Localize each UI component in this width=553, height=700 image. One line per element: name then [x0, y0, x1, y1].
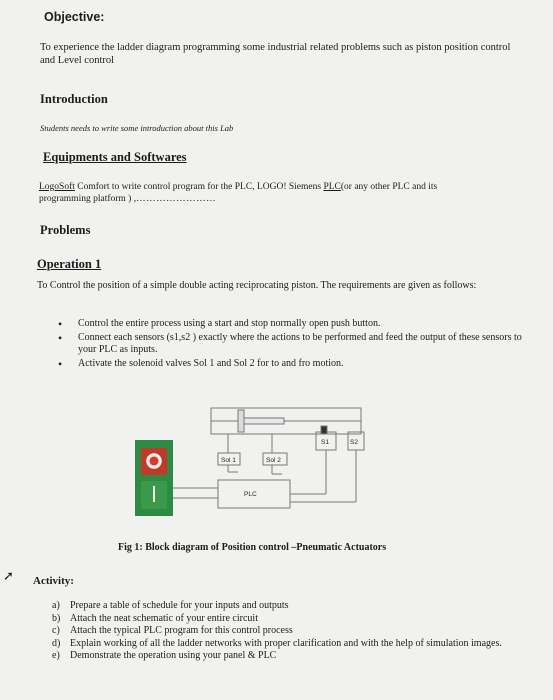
logosoft-link: LogoSoft [39, 182, 75, 192]
operation1-requirements [58, 318, 524, 372]
piston [238, 410, 244, 432]
equipments-line1-end: (or any other PLC and its [340, 182, 438, 192]
introduction-heading: Introduction [40, 92, 108, 106]
plc-label: PLC [244, 491, 257, 498]
block-diagram [120, 398, 380, 538]
activity-list [52, 600, 522, 663]
figure-caption: Fig 1: Block diagram of Position control –Pneumatic Actuators [118, 542, 387, 553]
plc-link: PLC [323, 182, 341, 192]
equipments-line1: Comfort to write control program for the PLC, LOGO! Siemens [77, 182, 322, 192]
s2-label: S2 [350, 439, 358, 446]
activity-item: a) Prepare a table of schedule for your inputs and outputs [52, 600, 289, 611]
margin-arrow-icon: ➚ [3, 568, 14, 583]
operation1-intro: To Control the position of a simple double acting reciprocating piston. The requirements are given as follows: [37, 280, 477, 291]
activity-item: c) Attach the typical PLC program for this control process [52, 625, 293, 636]
activity-item: d) Explain working of all the ladder networks with proper clarification and with the help of simulation images. [52, 637, 502, 649]
equipments-text [39, 182, 529, 205]
introduction-note: Students needs to write some introduction about this Lab [40, 123, 234, 133]
equipments-heading: Equipments and Softwares [43, 150, 187, 164]
requirement-item: • Control the entire process using a start and stop normally open push button. [58, 318, 524, 330]
activity-heading: Activity: [33, 575, 74, 587]
sol1-label: Sol 1 [221, 457, 236, 464]
equipments-dots: …………………… [136, 193, 217, 204]
equipments-line2: programming platform ) , [39, 193, 137, 204]
s1-label: S1 [321, 439, 329, 446]
problems-heading: Problems [40, 223, 91, 237]
activity-item: b) Attach the neat schematic of your entire circuit [52, 612, 258, 624]
sol2-label: Sol 2 [266, 457, 281, 464]
activity-item: e) Demonstrate the operation using your panel & PLC [52, 650, 277, 661]
objective-heading: Objective: [44, 10, 105, 24]
operation1-heading: Operation 1 [37, 257, 102, 271]
objective-text: To experience the ladder diagram programming some industrial related problems such as piston position control and Level control [40, 42, 511, 66]
requirement-item: • Activate the solenoid valves Sol 1 and Sol 2 for to and fro motion. [58, 358, 524, 370]
requirement-item: • Connect each sensors (s1,s2 ) exactly where the actions to be performed and feed the output of these sensors to your PLC as inputs. [58, 332, 524, 356]
